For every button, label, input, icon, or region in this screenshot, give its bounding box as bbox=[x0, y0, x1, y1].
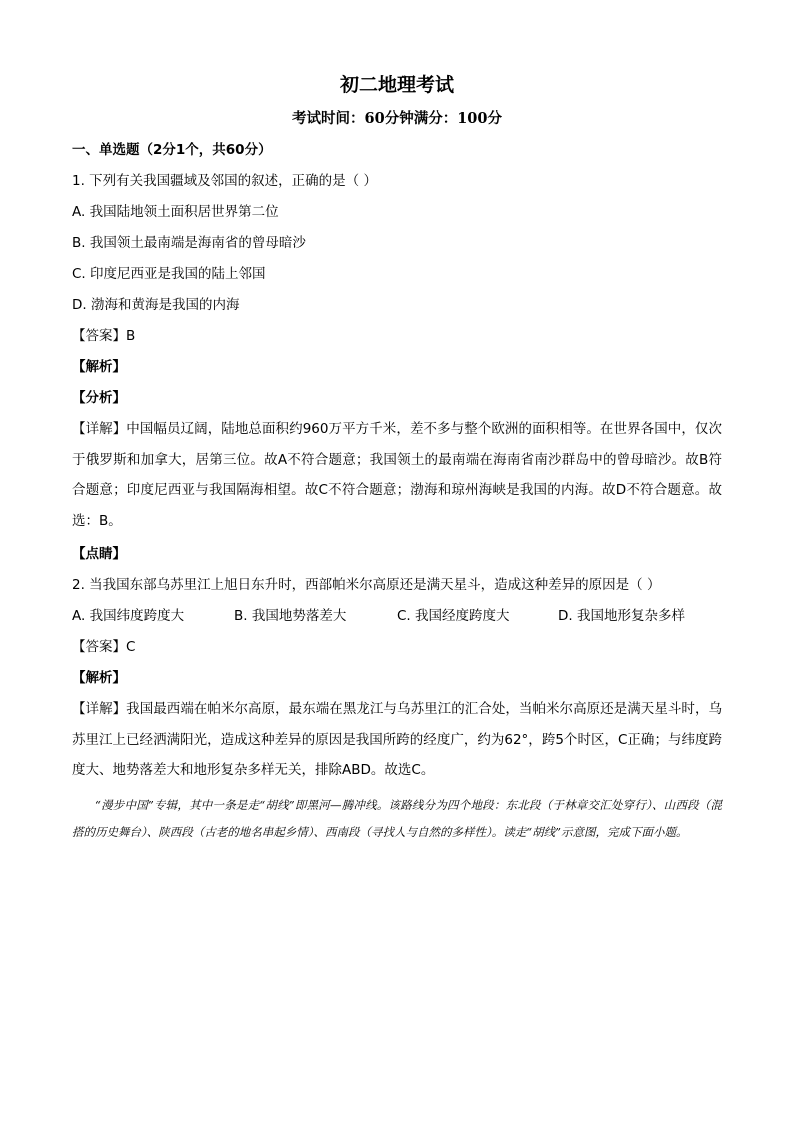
question-2-analysis-label: 【解析】 bbox=[72, 670, 126, 686]
question-1-option-c: C. 印度尼西亚是我国的陆上邻国 bbox=[72, 266, 266, 282]
question-2-options bbox=[72, 606, 722, 626]
question-1-option-a: A. 我国陆地领土面积居世界第二位 bbox=[72, 204, 279, 220]
question-1-answer: 【答案】B bbox=[72, 328, 136, 344]
question-1-option-b: B. 我国领土最南端是海南省的曾母暗沙 bbox=[72, 235, 306, 251]
question-2-option-d: D. 我国地形复杂多样 bbox=[558, 608, 685, 624]
question-1-analysis-label: 【解析】 bbox=[72, 359, 126, 375]
section-heading: 一、单选题（2分1个，共60分） bbox=[72, 142, 272, 158]
question-1-stem: 1. 下列有关我国疆域及邻国的叙述，正确的是（ ） bbox=[72, 173, 377, 189]
question-2-option-a: A. 我国纬度跨度大 bbox=[72, 608, 185, 624]
question-1-option-d: D. 渤海和黄海是我国的内海 bbox=[72, 297, 240, 313]
question-1-dianjing-label: 【点睛】 bbox=[72, 546, 126, 562]
page-title: 初二地理考试 bbox=[339, 74, 454, 96]
question-2-detail: 【详解】我国最西端在帕米尔高原，最东端在黑龙江与乌苏里江的汇合处，当帕米尔高原还是满天星斗时，乌苏里江上已经洒满阳光，造成这种差异的原因是我国所跨的经度广，约为62°，跨5个时区，C正确；与纬度跨度大、地势落差大和地形复杂多样无关，排除ABD。故选C。 bbox=[72, 701, 722, 778]
question-2-option-c: C. 我国经度跨度大 bbox=[397, 608, 510, 624]
exam-info: 考试时间：60分钟满分：100分 bbox=[292, 110, 502, 127]
question-1-fenxi-label: 【分析】 bbox=[72, 390, 126, 406]
material-passage: “漫步中国”专辑，其中一条是走“胡线”即黑河—腾冲线。该路线分为四个地段：东北段（于林章交汇处穿行）、山西段（混搭的历史舞台）、陕西段（古老的地名串起乡情）、西南段（寻找人与自然的多样性）。读走“胡线”示意图，完成下面小题。 bbox=[72, 798, 722, 839]
question-2-option-b: B. 我国地势落差大 bbox=[234, 608, 347, 624]
question-1-detail: 【详解】中国幅员辽阔，陆地总面积约960万平方千米，差不多与整个欧洲的面积相等。在世界各国中，仅次于俄罗斯和加拿大，居第三位。故A不符合题意；我国领土的最南端在海南省南沙群岛中的曾母暗沙。故B符合题意；印度尼西亚与我国隔海相望。故C不符合题意；渤海和琼州海峡是我国的内海。故D不符合题意。故选：B。 bbox=[72, 421, 722, 529]
question-2-stem: 2. 当我国东部乌苏里江上旭日东升时，西部帕米尔高原还是满天星斗，造成这种差异的原因是（ ） bbox=[72, 577, 661, 593]
question-2-answer: 【答案】C bbox=[72, 639, 136, 655]
